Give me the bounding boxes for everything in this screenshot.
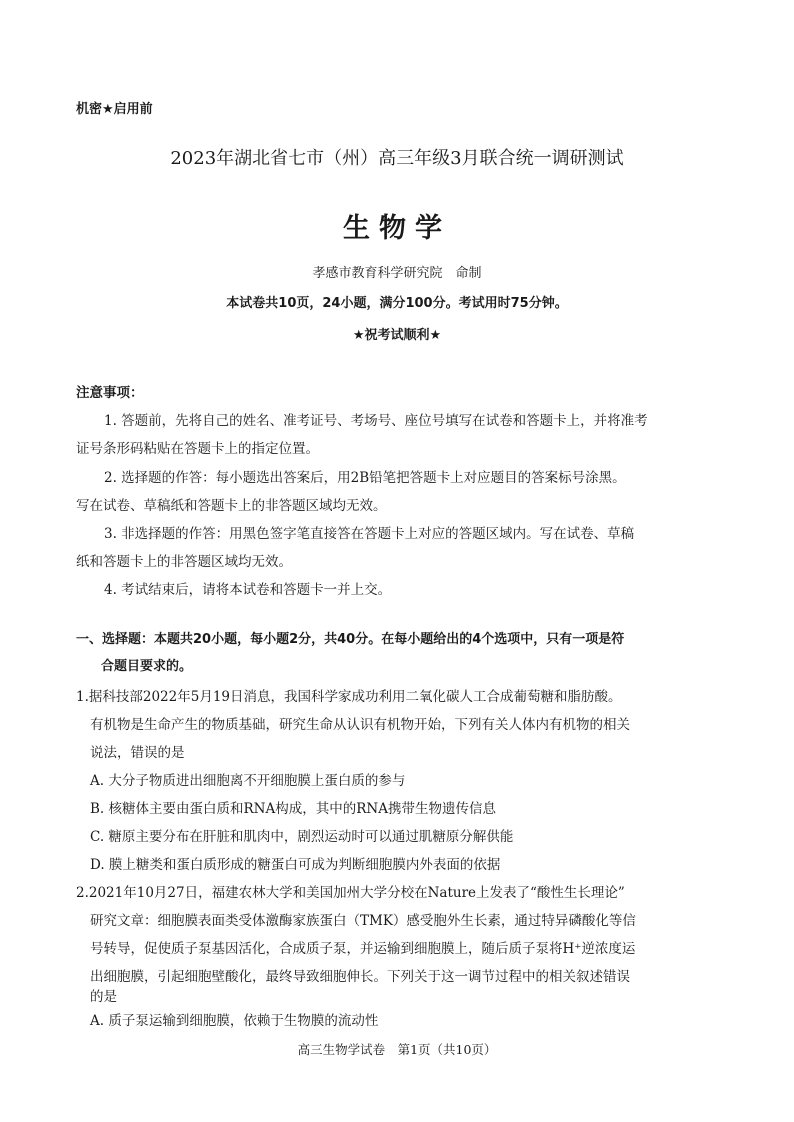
issuer-line: 孝感市教育科学研究院 命制 bbox=[312, 266, 482, 281]
question-2-stem: 2.2021年10月27日，福建农林大学和美国加州大学分校在Nature上发表了“酸性生长理论” bbox=[76, 885, 625, 901]
page-footer: 高三生物学试卷 第1页（共10页） bbox=[297, 1042, 497, 1057]
question-1-stem: 1.据科技部2022年5月19日消息，我国科学家成功利用二氧化碳人工合成葡萄糖和脂肪酸。 bbox=[76, 689, 622, 705]
question-1-stem: 有机物是生命产生的物质基础，研究生命从认识有机物开始，下列有关人体内有机物的相关 bbox=[90, 717, 630, 733]
section-heading-cont: 合题目要求的。 bbox=[101, 659, 193, 674]
question-1-stem: 说法，错误的是 bbox=[90, 745, 185, 761]
section-heading: 一、选择题：本题共20小题，每小题2分，共40分。在每小题给出的4个选项中，只有一项是符 bbox=[76, 632, 625, 647]
question-2-option-a: A. 质子泵运输到细胞膜，依赖于生物膜的流动性 bbox=[90, 1013, 379, 1029]
notice-heading: 注意事项： bbox=[76, 385, 144, 401]
notice-line: 1. 答题前，先将自己的姓名、准考证号、考场号、座位号填写在试卷和答题卡上，并将准考 bbox=[104, 413, 648, 429]
question-1-option-d: D. 膜上糖类和蛋白质形成的糖蛋白可成为判断细胞膜内外表面的依据 bbox=[90, 857, 501, 873]
notice-line: 3. 非选择题的作答：用黑色签字笔直接答在答题卡上对应的答题区域内。写在试卷、草稿 bbox=[104, 526, 635, 542]
question-2-stem: 号转导，促使质子泵基因活化，合成质子泵，并运输到细胞膜上，随后质子泵将H⁺逆浓度运 bbox=[90, 941, 636, 957]
notice-line: 2. 选择题的作答：每小题选出答案后，用2B铅笔把答题卡上对应题目的答案标号涂黑。 bbox=[104, 470, 626, 486]
exam-info: 本试卷共10页，24小题，满分100分。考试用时75分钟。 bbox=[226, 296, 568, 311]
question-1-option-b: B. 核糖体主要由蛋白质和RNA构成，其中的RNA携带生物遗传信息 bbox=[90, 801, 496, 817]
good-luck-line: ★祝考试顺利★ bbox=[352, 328, 442, 343]
question-2-stem: 研究文章：细胞膜表面类受体激酶家族蛋白（TMK）感受胞外生长素，通过特异磷酸化等信 bbox=[90, 913, 636, 929]
question-1-option-a: A. 大分子物质进出细胞离不开细胞膜上蛋白质的参与 bbox=[90, 773, 406, 789]
notice-line: 写在试卷、草稿纸和答题卡上的非答题区域均无效。 bbox=[76, 498, 387, 514]
confidential-label: 机密★启用前 bbox=[76, 102, 153, 117]
notice-line: 4. 考试结束后，请将本试卷和答题卡一并上交。 bbox=[104, 582, 392, 598]
notice-line: 纸和答题卡上的非答题区域均无效。 bbox=[76, 554, 292, 570]
question-2-stem: 出细胞膜，引起细胞壁酸化，最终导致细胞伸长。下列关于这一调节过程中的相关叙述错误 bbox=[90, 969, 630, 985]
question-1-option-c: C. 糖原主要分布在肝脏和肌肉中，剧烈运动时可以通过肌糖原分解供能 bbox=[90, 829, 514, 845]
notice-line: 证号条形码粘贴在答题卡上的指定位置。 bbox=[76, 441, 319, 457]
exam-title: 2023年湖北省七市（州）高三年级3月联合统一调研测试 bbox=[170, 148, 624, 169]
question-2-stem: 的是 bbox=[90, 989, 117, 1005]
subject-title: 生物学 bbox=[343, 213, 451, 244]
